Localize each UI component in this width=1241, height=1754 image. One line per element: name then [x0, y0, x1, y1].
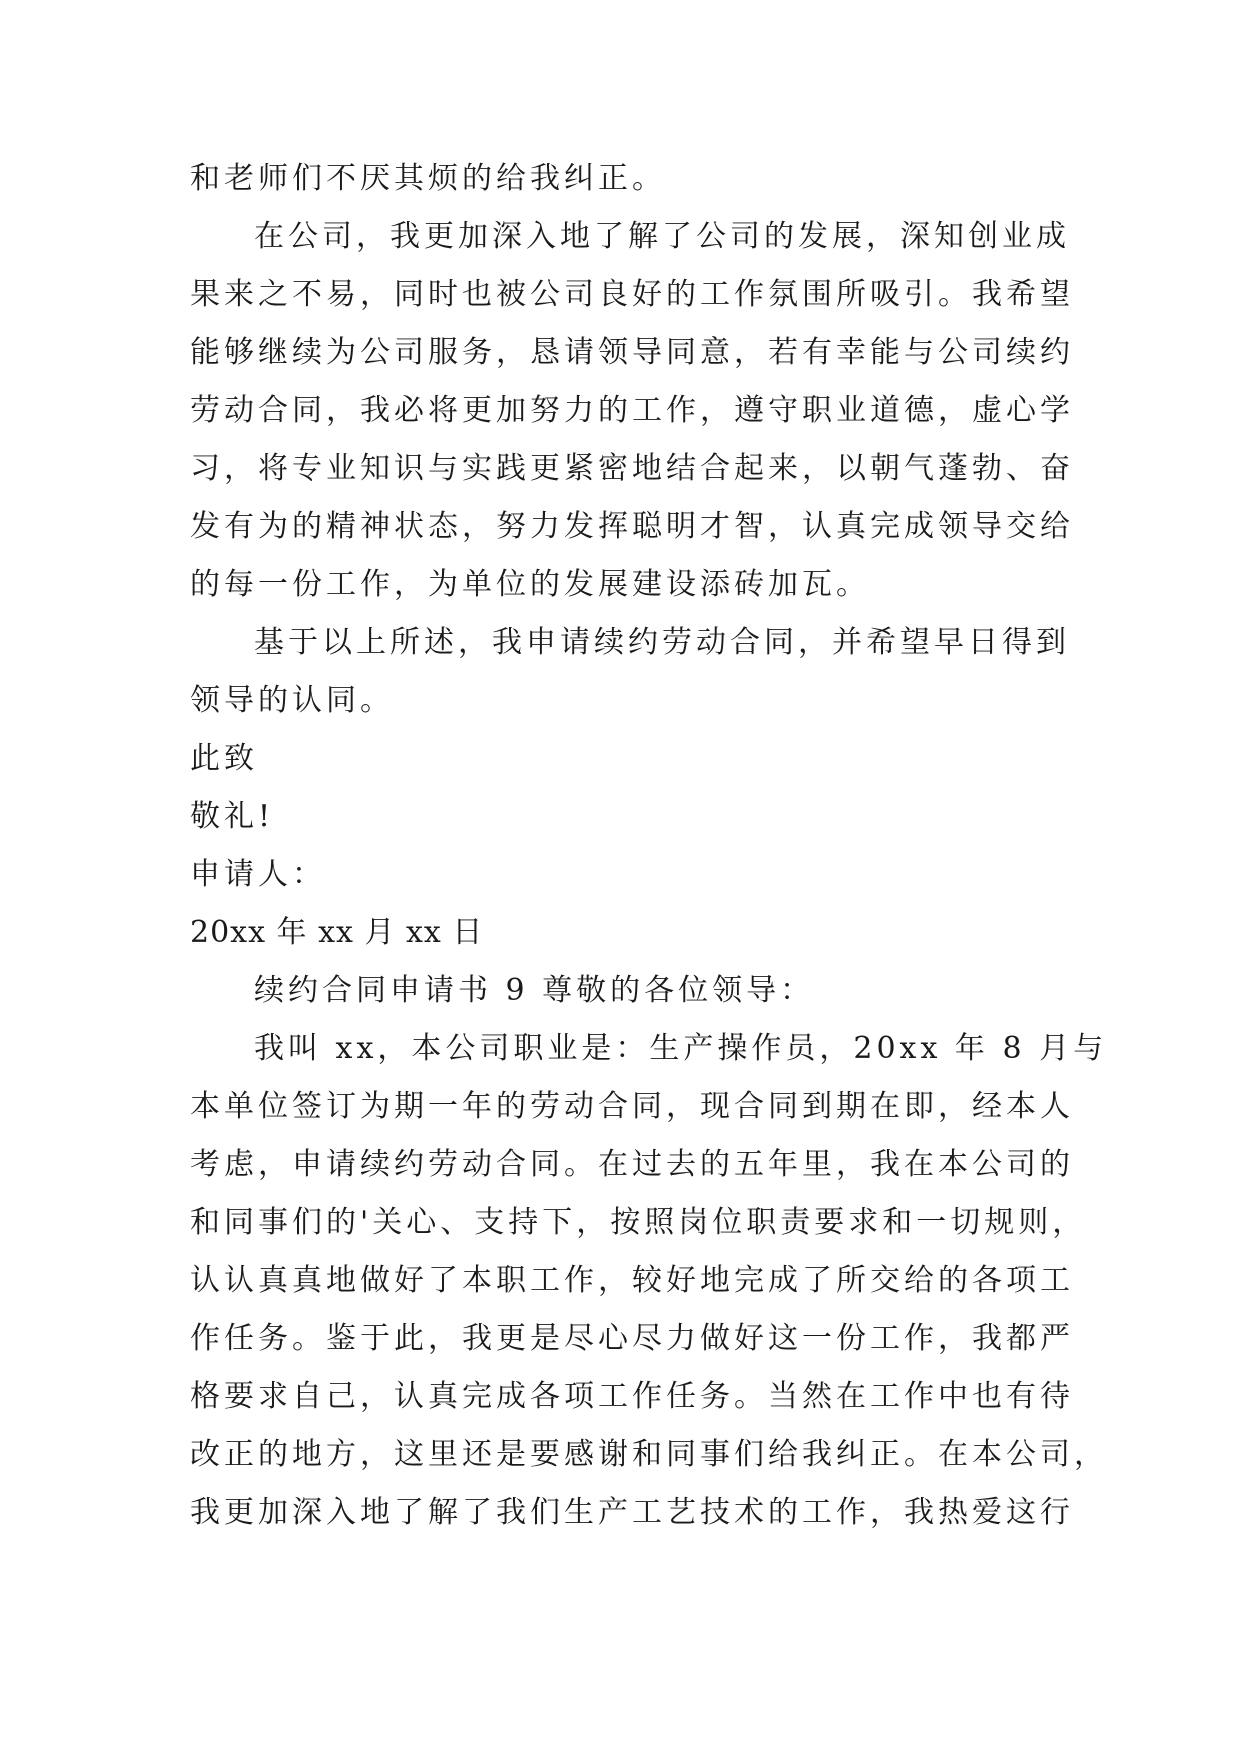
paragraph-start: 基于以上所述，我申请续约劳动合同，并希望早日得到: [254, 625, 1070, 660]
text-line: 格要求自己，认真完成各项工作任务。当然在工作中也有待: [190, 1379, 1074, 1414]
text-line: 和老师们不厌其烦的给我纠正。: [190, 161, 666, 196]
text-line: 和同事们的'关心、支持下，按照岗位职责要求和一切规则，: [190, 1205, 1087, 1240]
text-line: 发有为的精神状态，努力发挥聪明才智，认真完成领导交给: [190, 509, 1074, 544]
date-line: 20xx 年 xx 月 xx 日: [190, 915, 484, 950]
text-line: 作任务。鉴于此，我更是尽心尽力做好这一份工作，我都严: [190, 1321, 1074, 1356]
document-page: [190, 150, 1108, 1542]
text-line: 考虑，申请续约劳动合同。在过去的五年里，我在本公司的: [190, 1147, 1074, 1182]
text-line: 习，将专业知识与实践更紧密地结合起来，以朝气蓬勃、奋: [190, 451, 1074, 486]
closing-salutation: 此致: [190, 741, 258, 776]
text-line: 本单位签订为期一年的劳动合同，现合同到期在即，经本人: [190, 1089, 1074, 1124]
text-line: 领导的认同。: [190, 683, 394, 718]
applicant-label: 申请人：: [190, 857, 326, 892]
text-line: 我更加深入地了解了我们生产工艺技术的工作，我热爱这行: [190, 1495, 1074, 1530]
paragraph-start: 在公司，我更加深入地了解了公司的发展，深知创业成: [254, 219, 1070, 254]
closing-regards: 敬礼!: [190, 799, 275, 834]
text-line: 能够继续为公司服务，恳请领导同意，若有幸能与公司续约: [190, 335, 1074, 370]
text-line: 果来之不易，同时也被公司良好的工作氛围所吸引。我希望: [190, 277, 1074, 312]
text-line: 劳动合同，我必将更加努力的工作，遵守职业道德，虚心学: [190, 393, 1074, 428]
text-line: 的每一份工作，为单位的发展建设添砖加瓦。: [190, 567, 870, 602]
text-line: 改正的地方，这里还是要感谢和同事们给我纠正。在本公司，: [190, 1437, 1108, 1472]
paragraph-start: 我叫 xx，本公司职业是：生产操作员，20xx 年 8 月与: [254, 1031, 1108, 1066]
text-line: 认认真真地做好了本职工作，较好地完成了所交给的各项工: [190, 1263, 1074, 1298]
section-heading: 续约合同申请书 9 尊敬的各位领导：: [254, 973, 815, 1008]
